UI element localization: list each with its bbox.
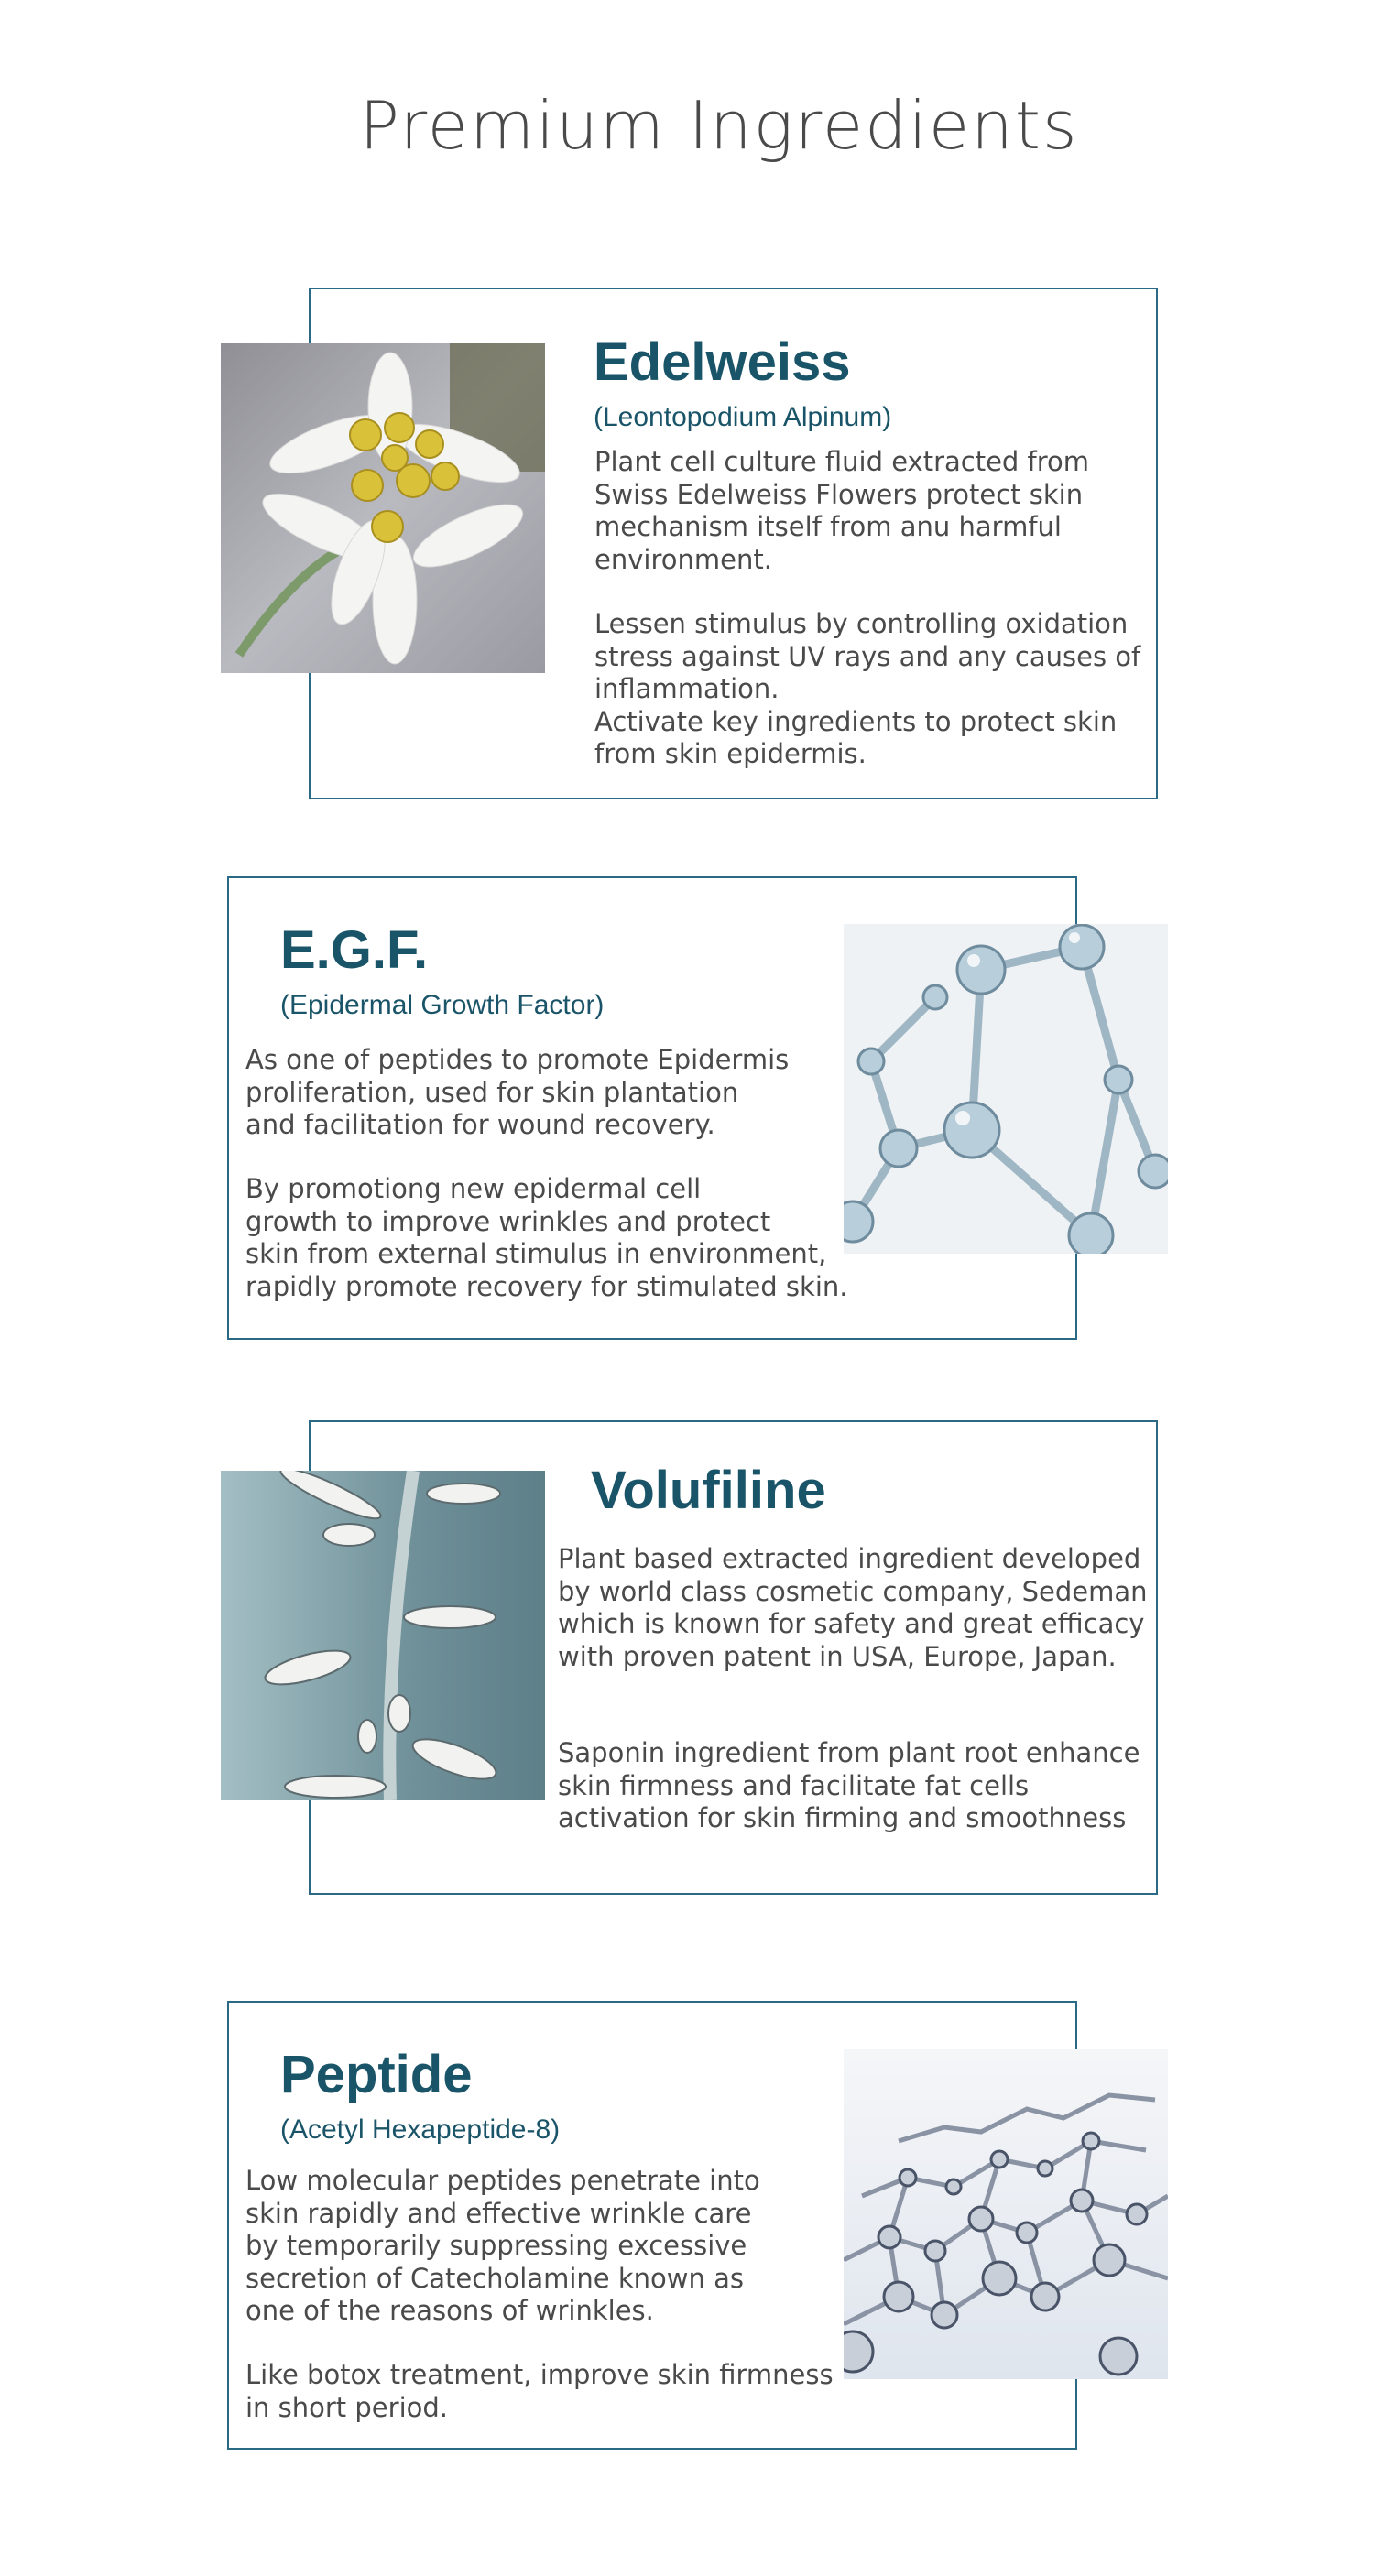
ingredient-description-secondary: Like botox treatment, improve skin firmness in short period. [245, 2359, 834, 2423]
ingredient-scientific-name: (Leontopodium Alpinum) [594, 402, 892, 432]
ingredient-scientific-name: (Acetyl Hexapeptide-8) [280, 2114, 561, 2145]
ingredient-description-secondary: By promotiong new epidermal cell growth to improve wrinkles and protect skin from external stimulus in environment, rapidly promote recovery for stimulated skin. [245, 1173, 848, 1302]
ingredient-name: E.G.F. [280, 920, 429, 980]
ingredient-name: Edelweiss [594, 332, 851, 392]
ingredient-scientific-name: (Epidermal Growth Factor) [280, 990, 605, 1020]
peptide-lattice-image [844, 2049, 1168, 2379]
ingredient-description: Plant based extracted ingredient developed by world class cosmetic company, Sedeman which is known for safety and great efficacy with proven patent in USA, Europe, Japan. [558, 1543, 1148, 1672]
ingredient-description: As one of peptides to promote Epidermis proliferation, used for skin plantation and facilitation for wound recovery. [245, 1044, 790, 1140]
ingredient-description-secondary: Saponin ingredient from plant root enhance skin firmness and facilitate fat cells activation for skin firming and smoothness [558, 1737, 1140, 1833]
molecule-structure-image [844, 924, 1168, 1254]
ingredient-description: Low molecular peptides penetrate into skin rapidly and effective wrinkle care by temporarily suppressing excessive secretion of Catecholamine known as one of the reasons of wrinkles. [245, 2165, 760, 2326]
ingredient-description-secondary: Lessen stimulus by controlling oxidation stress against UV rays and any causes of inflammation. Activate key ingredients to protect skin from skin epidermis. [594, 608, 1141, 769]
ingredient-name: Peptide [280, 2045, 473, 2104]
plant-stem-image [221, 1471, 545, 1800]
page-title: Premium Ingredients [359, 87, 1079, 164]
ingredient-name: Volufiline [591, 1461, 826, 1520]
ingredient-description: Plant cell culture fluid extracted from Swiss Edelweiss Flowers protect skin mechanism itself from anu harmful environment. [594, 446, 1090, 575]
edelweiss-flower-image [221, 343, 545, 673]
